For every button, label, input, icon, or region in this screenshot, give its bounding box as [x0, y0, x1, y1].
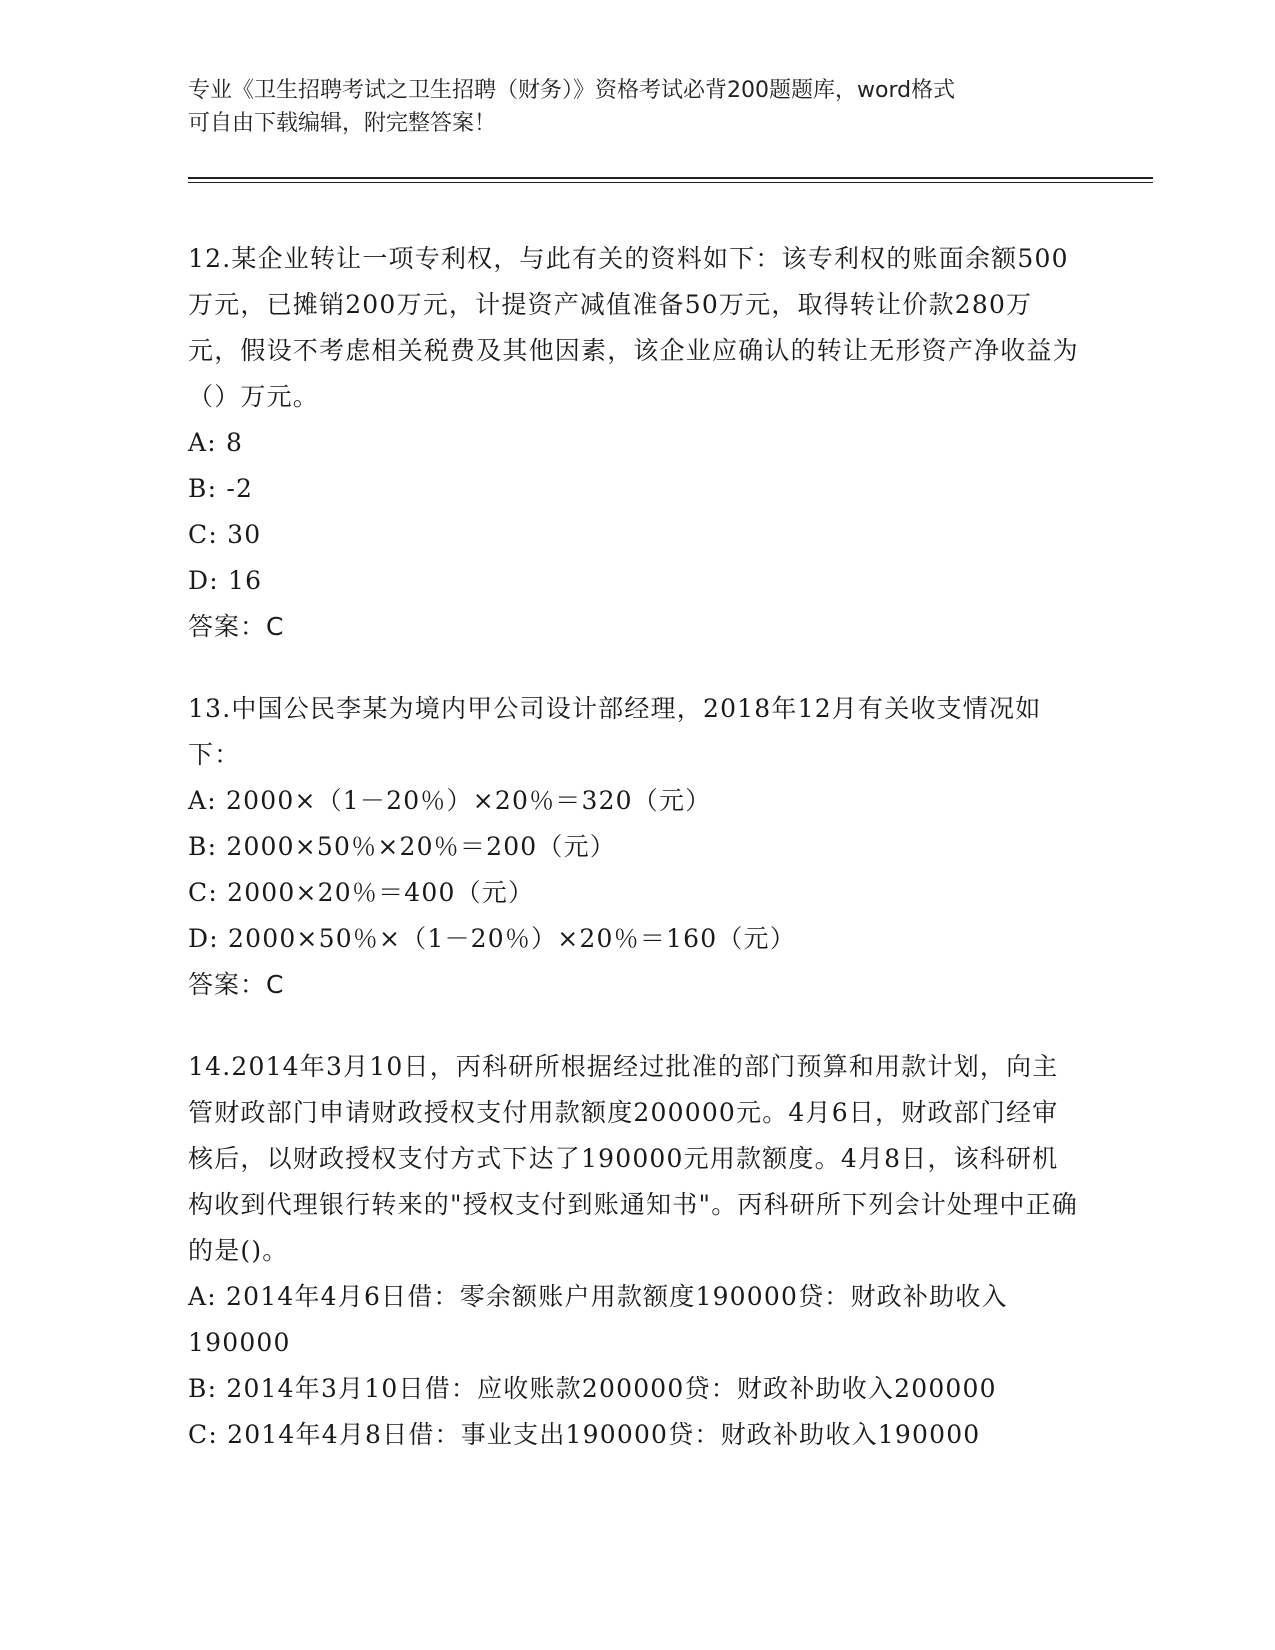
question-list [188, 236, 1080, 1494]
question-text: 14.2014年3月10日，丙科研所根据经过批准的部门预算和用款计划，向主管财政部门申请财政授权支付用款额度200000元。4月6日，财政部门经审核后，以财政授权支付方式下达了190000元用款额度。4月8日，该科研机构收到代理银行转来的"授权支付到账通知书"。丙科研所下列会计处理中正确的是()。 [188, 1052, 1079, 1265]
document-header [188, 74, 1068, 140]
header-divider-thick [188, 177, 1153, 179]
option-a: A: 2014年4月6日借：零余额账户用款额度190000贷：财政补助收入190000 [188, 1282, 1008, 1357]
header-title-line-2: 可自由下载编辑，附完整答案！ [188, 111, 497, 136]
option-b: B: 2000×50％×20％＝200（元） [188, 832, 616, 861]
option-c: C: 2014年4月8日借：事业支出190000贷：财政补助收入190000 [188, 1420, 981, 1449]
option-a: A: 8 [188, 428, 244, 457]
question-14 [188, 1044, 1080, 1458]
question-13 [188, 686, 1080, 1008]
answer-label: 答案：C [188, 612, 285, 641]
header-title-line-1: 专业《卫生招聘考试之卫生招聘（财务）》资格考试必背200题题库，word格式 [188, 78, 956, 103]
option-a: A: 2000×（1－20％）×20％＝320（元） [188, 786, 712, 815]
option-d: D: 2000×50％×（1－20％）×20％＝160（元） [188, 924, 796, 953]
question-12 [188, 236, 1080, 650]
question-text: 13.中国公民李某为境内甲公司设计部经理，2018年12月有关收支情况如下： [188, 694, 1042, 769]
answer-label: 答案：C [188, 970, 285, 999]
option-b: B: 2014年3月10日借：应收账款200000贷：财政补助收入200000 [188, 1374, 997, 1403]
option-b: B: -2 [188, 474, 254, 503]
option-c: C: 2000×20％＝400（元） [188, 878, 535, 907]
question-text: 12.某企业转让一项专利权，与此有关的资料如下：该专利权的账面余额500万元，已摊销200万元，计提资产减值准备50万元，取得转让价款280万元，假设不考虑相关税费及其他因素，该企业应确认的转让无形资产净收益为（）万元。 [188, 244, 1079, 411]
option-c: C: 30 [188, 520, 262, 549]
option-d: D: 16 [188, 566, 263, 595]
header-divider-thin [188, 182, 1153, 183]
